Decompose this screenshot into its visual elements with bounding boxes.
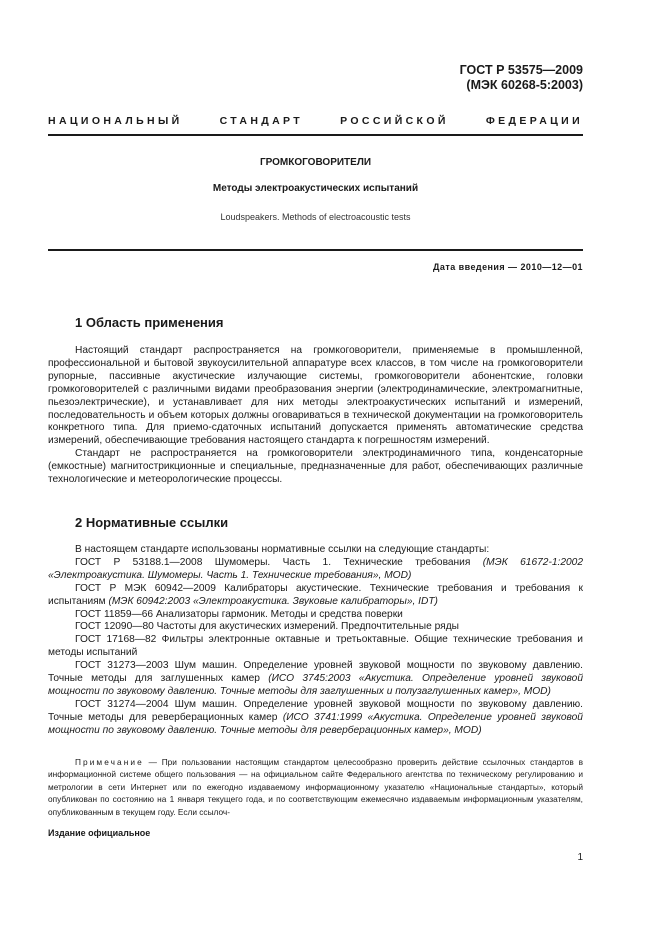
section-1-body (48, 345, 583, 487)
reference-item: ГОСТ Р 53188.1—2008 Шумомеры. Часть 1. Технические требования (МЭК 61672-1:2002 «Электроакустика. Шумомеры. Часть 1. Технические требования», MOD) (48, 556, 584, 581)
standard-number: ГОСТ Р 53575—2009 (459, 63, 583, 77)
national-standard-banner (48, 115, 583, 127)
reference-item: ГОСТ 11859—66 Анализаторы гармоник. Методы и средства поверки (75, 608, 403, 620)
standard-number-block (460, 63, 583, 93)
paragraph: Настоящий стандарт распространяется на громкоговорители, применяемые в промышленной, профессиональной и бытовой звукоусилительной аппаратуре всех классов, в том числе на громкоговорители рупорные, пассивные акустические излучающие системы, громкоговорители абонентские, головки громкоговорителей с различными видами преобразования энергии (электродинамические, электромагнитные, пьезоэлектрические), и устанавливает для них методы электроакустических испытаний и измерений, последовательность и объем которых должны оговариваться в технической документации на громкоговоритель конкретного типа. Для приемо-сдаточных испытаний допускается применять автоматические средства измерений, обеспечивающие требования настоящего стандарта к погрешностям измерений. (48, 345, 583, 447)
note-text: — При пользовании настоящим стандартом целесообразно проверить действие ссылочных стандартов в информационной системе общего пользования — на официальном сайте Федерального агентства по техническому регулированию и метрологии в сети Интернет или по ежегодно издаваемому информационному указателю «Национальные стандарты», который опубликован по состоянию на 1 января текущего года, и по соответствующим ежемесячно издаваемым информационным указателям, опубликованным в текущем году. Если ссылоч- (48, 757, 583, 817)
official-edition-label: Издание официальное (48, 828, 151, 838)
top-divider (48, 134, 583, 136)
banner-word: ФЕДЕРАЦИИ (485, 115, 583, 127)
note-label: Примечание (75, 757, 144, 767)
reference-item: ГОСТ 17168—82 Фильтры электронные октавные и третьоктавные. Общие технические требования и методы испытаний (48, 634, 583, 659)
note (48, 756, 583, 818)
banner-word: НАЦИОНАЛЬНЫЙ (48, 115, 183, 127)
banner-word: СТАНДАРТ (219, 115, 304, 127)
page-number: 1 (577, 852, 583, 863)
references-intro: В настоящем стандарте использованы нормативные ссылки на следующие стандарты: (75, 544, 490, 555)
document-subtitle: Методы электроакустических испытаний (212, 183, 419, 194)
reference-item: ГОСТ 31274—2004 Шум машин. Определение уровней звуковой мощности по звуковому давлению. Точные методы для реверберационных камер (ИСО 3741:1999 «Акустика. Определение уровней звуковой мощности по звуковому давлению. Точные методы для реверберационных камер», MOD) (48, 698, 583, 736)
iec-number: (МЭК 60268-5:2003) (466, 78, 583, 92)
english-title: Loudspeakers. Methods of electroacoustic tests (220, 212, 411, 222)
section-2-body (48, 544, 583, 738)
section-1-heading: 1 Область применения (75, 315, 224, 330)
reference-item: ГОСТ 12090—80 Частоты для акустических измерений. Предпочтительные ряды (75, 621, 459, 633)
paragraph: Стандарт не распространяется на громкоговорители электродинамичного типа, конденсаторные (емкостные) магнитострикционные и специальные, предназначенные для работ, обеспечивающих различные технологические и метеорологические процессы. (48, 448, 583, 486)
section-2-heading: 2 Нормативные ссылки (75, 515, 229, 530)
reference-item: ГОСТ 31273—2003 Шум машин. Определение уровней звуковой мощности по звуковому давлению. Точные методы для заглушенных камер (ИСО 3745:2003 «Акустика. Определение уровней звуковой мощности по звуковому давлению. Точные методы для заглушенных и полузаглушенных камер», MOD) (48, 660, 583, 697)
title-divider (48, 249, 583, 251)
document-title: ГРОМКОГОВОРИТЕЛИ (259, 157, 372, 168)
banner-word: РОССИЙСКОЙ (340, 115, 449, 127)
introduction-date: Дата введения — 2010—12—01 (433, 262, 583, 272)
reference-item: ГОСТ Р МЭК 60942—2009 Калибраторы акустические. Технические требования и требования к испытаниям (МЭК 60942:2003 «Электроакустика. Звуковые калибраторы», IDT) (48, 582, 583, 607)
